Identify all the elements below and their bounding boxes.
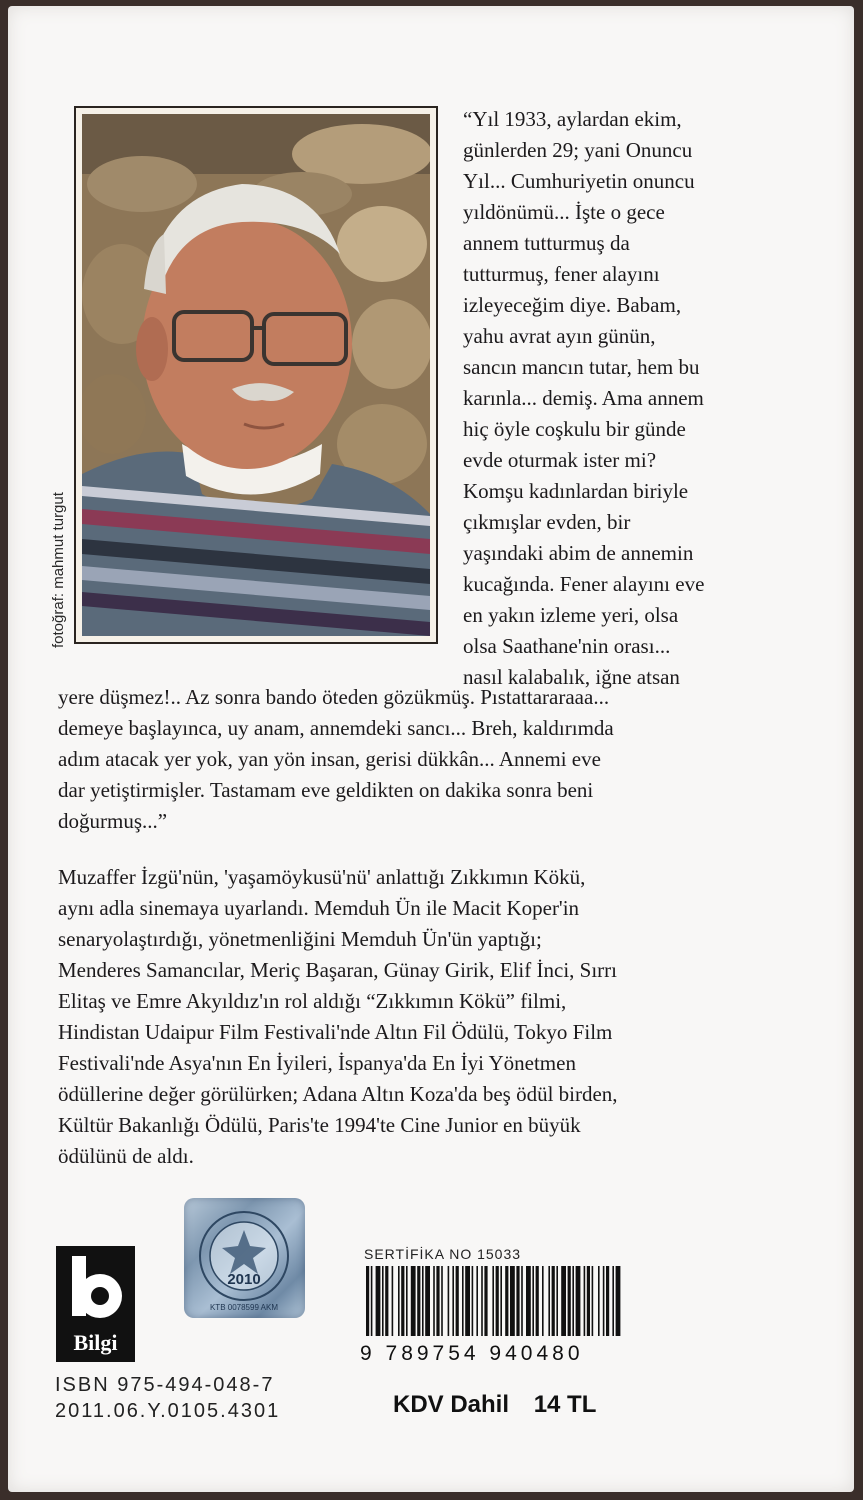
quote-line: yıldönümü... İşte o gece bbox=[463, 200, 665, 224]
barcode-bar bbox=[462, 1266, 464, 1336]
barcode-bar bbox=[481, 1266, 483, 1336]
quote-line: karınla... demiş. Ama annem bbox=[463, 386, 704, 410]
barcode-bar bbox=[616, 1266, 621, 1336]
quote-line: tutturmuş, fener alayını bbox=[463, 262, 660, 286]
photo-credit: fotoğraf: mahmut turgut bbox=[50, 492, 67, 648]
barcode-bar bbox=[556, 1266, 558, 1336]
barcode-bar bbox=[548, 1266, 550, 1336]
barcode-bar bbox=[456, 1266, 459, 1336]
quote-line: Komşu kadınlardan biriyle bbox=[463, 479, 689, 503]
publisher-logo bbox=[56, 1246, 135, 1362]
barcode-bar bbox=[441, 1266, 443, 1336]
description-line: Festivali'nde Asya'nın En İyileri, İspanya'da En İyi Yönetmen bbox=[58, 1051, 576, 1075]
barcode-bar bbox=[572, 1266, 574, 1336]
description-line: ödülünü de aldı. bbox=[58, 1144, 194, 1168]
quote-line: yaşındaki abim de annemin bbox=[463, 541, 694, 565]
quote-column bbox=[463, 104, 793, 693]
author-photo-frame bbox=[74, 106, 438, 644]
description-line: Kültür Bakanlığı Ödülü, Paris'te 1994'te Cine Junior en büyük bbox=[58, 1113, 581, 1137]
barcode-bar bbox=[436, 1266, 439, 1336]
barcode-bar bbox=[452, 1266, 454, 1336]
barcode-bar bbox=[587, 1266, 590, 1336]
barcode-bar bbox=[598, 1266, 600, 1336]
quote-line: en yakın izleme yeri, olsa bbox=[463, 603, 679, 627]
barcode-bar bbox=[406, 1266, 408, 1336]
quote-line: günlerden 29; yani Onuncu bbox=[463, 138, 693, 162]
barcode-bar bbox=[398, 1266, 400, 1336]
barcode-bar bbox=[584, 1266, 586, 1336]
barcode-bar bbox=[542, 1266, 544, 1336]
description-line: Menderes Samancılar, Meriç Başaran, Günay Girik, Elif İnci, Sırrı bbox=[58, 958, 617, 982]
publisher-name: Bilgi bbox=[73, 1330, 118, 1355]
barcode-bar bbox=[496, 1266, 499, 1336]
description-line: senaryolaştırdığı, yönetmenliğini Memduh Ün'ün yaptığı; bbox=[58, 927, 542, 951]
barcode-bar bbox=[371, 1266, 373, 1336]
barcode-bar bbox=[603, 1266, 605, 1336]
barcode-bar bbox=[521, 1266, 523, 1336]
quote-line: evde oturmak ister mi? bbox=[463, 448, 657, 472]
quote-line: hiç öyle coşkulu bir günde bbox=[463, 417, 686, 441]
quote-continuation bbox=[58, 682, 818, 837]
barcode-bar bbox=[526, 1266, 531, 1336]
barcode-bar bbox=[536, 1266, 539, 1336]
barcode-bar bbox=[492, 1266, 494, 1336]
isbn-block bbox=[55, 1372, 280, 1424]
barcode-bar bbox=[532, 1266, 534, 1336]
book-back-cover bbox=[8, 6, 854, 1492]
barcode-bar bbox=[472, 1266, 474, 1336]
barcode-bar bbox=[366, 1266, 369, 1336]
barcode-bar bbox=[401, 1266, 404, 1336]
description-line: Muzaffer İzgü'nün, 'yaşamöykusü'nü' anlattığı Zıkkımın Kökü, bbox=[58, 865, 586, 889]
hologram-code: KTB 0078599 AKM bbox=[209, 1303, 279, 1312]
barcode-bar bbox=[552, 1266, 555, 1336]
hologram-sticker bbox=[184, 1198, 305, 1318]
quote-line: sancın mancın tutar, hem bu bbox=[463, 355, 700, 379]
quote-line: nasıl kalabalık, iğne atsan bbox=[463, 665, 680, 689]
quote-line: olsa Saathane'nin orası... bbox=[463, 634, 671, 658]
quote-line: annem tutturmuş da bbox=[463, 231, 630, 255]
barcode-bar bbox=[612, 1266, 614, 1336]
barcode-bar bbox=[516, 1266, 519, 1336]
book-description bbox=[58, 862, 818, 1172]
quote-line: yahu avrat ayın günün, bbox=[463, 324, 656, 348]
quote-line: adım atacak yer yok, yan yön insan, gerisi dükkân... Annemi eve bbox=[58, 747, 601, 771]
certificate-number: SERTİFİKA NO 15033 bbox=[364, 1246, 522, 1262]
barcode-bar bbox=[382, 1266, 384, 1336]
barcode-bar bbox=[476, 1266, 478, 1336]
publisher-b-icon bbox=[66, 1252, 126, 1322]
barcode-digits: 9 789754 940480 bbox=[360, 1342, 584, 1364]
quote-line: çıkmışlar evden, bir bbox=[463, 510, 631, 534]
barcode-bar bbox=[505, 1266, 508, 1336]
barcode-bar bbox=[568, 1266, 571, 1336]
quote-line: Yıl... Cumhuriyetin onuncu bbox=[463, 169, 695, 193]
barcode-bar bbox=[417, 1266, 420, 1336]
quote-line: doğurmuş...” bbox=[58, 809, 168, 833]
barcode-bar bbox=[500, 1266, 502, 1336]
barcode-bar bbox=[510, 1266, 515, 1336]
description-line: ödüllerine değer görülürken; Adana Altın Koza'da beş ödül birden, bbox=[58, 1082, 618, 1106]
description-line: Elitaş ve Emre Akyıldız'ın rol aldığı “Zıkkımın Kökü” filmi, bbox=[58, 989, 567, 1013]
quote-line: demeye başlayınca, uy anam, annemdeki sancı... Breh, kaldırımda bbox=[58, 716, 614, 740]
isbn-number: ISBN 975-494-048-7 bbox=[55, 1374, 275, 1396]
author-photo bbox=[82, 114, 430, 636]
print-code: 2011.06.Y.0105.4301 bbox=[55, 1400, 281, 1422]
barcode-bar bbox=[385, 1266, 388, 1336]
quote-line: yere düşmez!.. Az sonra bando öteden gözükmüş. Pıstattararaaa... bbox=[58, 685, 610, 709]
description-line: aynı adla sinemaya uyarlandı. Memduh Ün ile Macit Koper'in bbox=[58, 896, 580, 920]
quote-line: “Yıl 1933, aylardan ekim, bbox=[463, 107, 682, 131]
barcode-bar bbox=[411, 1266, 416, 1336]
barcode-bar bbox=[561, 1266, 566, 1336]
barcode-bar bbox=[465, 1266, 470, 1336]
barcode-bar bbox=[592, 1266, 594, 1336]
barcode-bar bbox=[606, 1266, 609, 1336]
barcode-bar bbox=[425, 1266, 430, 1336]
barcode-bar bbox=[392, 1266, 394, 1336]
tax-label: KDV Dahil bbox=[393, 1391, 510, 1418]
barcode-bar bbox=[376, 1266, 381, 1336]
hologram-year: 2010 bbox=[227, 1271, 261, 1288]
price-label bbox=[393, 1391, 596, 1419]
barcode-bar bbox=[576, 1266, 581, 1336]
barcode-bar bbox=[422, 1266, 424, 1336]
barcode-bar bbox=[433, 1266, 435, 1336]
description-line: Hindistan Udaipur Film Festivali'nde Altın Fil Ödülü, Tokyo Film bbox=[58, 1020, 613, 1044]
quote-line: kucağında. Fener alayını eve bbox=[463, 572, 705, 596]
barcode-bar bbox=[484, 1266, 487, 1336]
quote-line: izleyeceğim diye. Babam, bbox=[463, 293, 682, 317]
quote-line: dar yetiştirmişler. Tastamam eve geldikten on dakika sonra beni bbox=[58, 778, 594, 802]
barcode-bar bbox=[448, 1266, 450, 1336]
barcode bbox=[360, 1266, 622, 1364]
price-amount: 14 TL bbox=[533, 1391, 597, 1418]
